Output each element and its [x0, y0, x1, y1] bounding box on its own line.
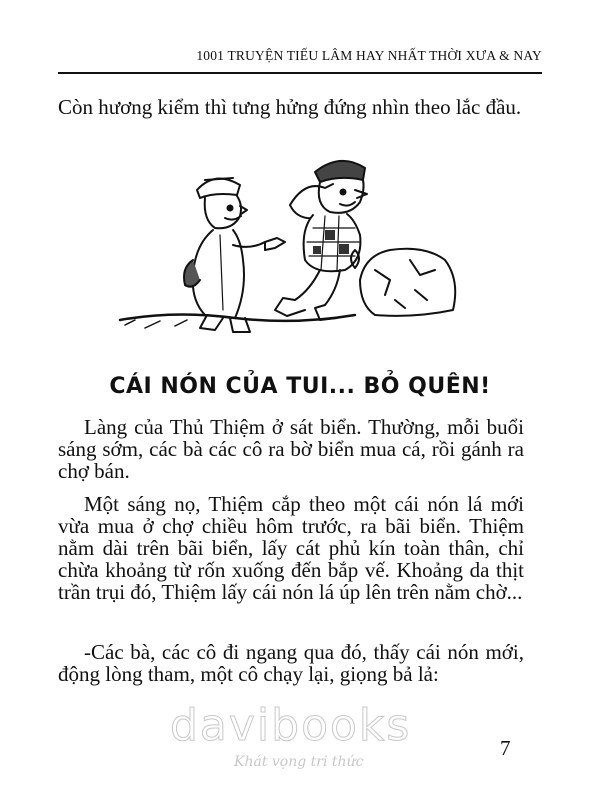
story-paragraph-3: -Các bà, các cô đi ngang qua đó, thấy cái nón mới, động lòng tham, một cô chạy lại, giọng bả lả:	[58, 640, 524, 686]
story-paragraph-1: Làng của Thủ Thiệm ở sát biển. Thường, mỗi buổi sáng sớm, các bà các cô ra bờ biển mua cá, rồi gánh ra chợ bán.	[58, 415, 524, 483]
page-number: 7	[500, 736, 511, 760]
watermark-logo: davibooks	[170, 700, 412, 751]
intro-paragraph: Còn hương kiểm thì tưng hửng đứng nhìn theo lắc đầu.	[58, 95, 522, 119]
watermark-tagline: Khát vọng tri thức	[234, 754, 364, 770]
running-header: 1001 TRUYỆN TIẾU LÂM HAY NHẤT THỜI XƯA & NAY	[196, 48, 542, 63]
story-title: CÁI NÓN CỦA TUI... BỎ QUÊN!	[109, 374, 491, 399]
story-paragraph-2: Một sáng nọ, Thiệm cắp theo một cái nón lá mới vừa mua ở chợ chiều hôm trước, ra bãi biển. Thiệm nằm dài trên bãi biển, lấy cát phủ kín toàn thân, chỉ chừa khoảng từ rốn xuống đến bắp vế. Khoảng da thịt trần trụi đó, Thiệm lấy cái nón lá úp lên trên nằm chờ...	[58, 492, 524, 604]
cartoon-illustration	[115, 150, 465, 345]
header-rule	[58, 72, 542, 74]
